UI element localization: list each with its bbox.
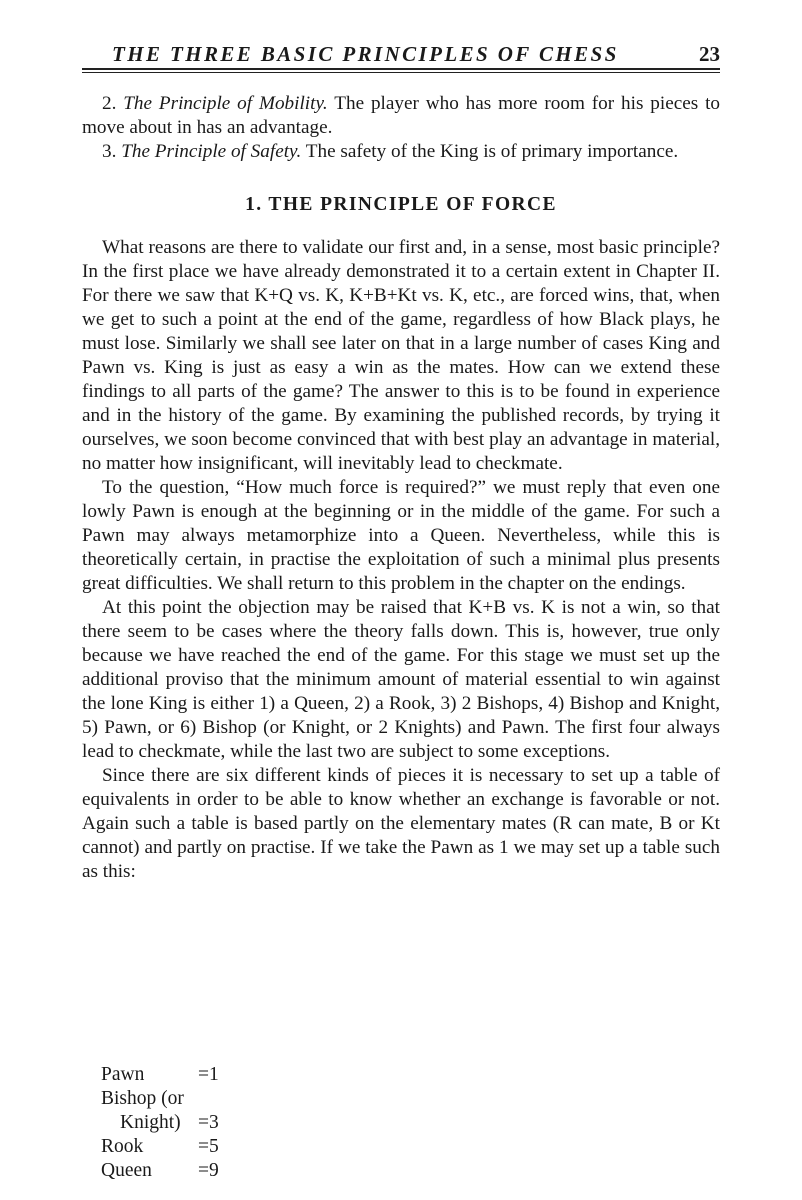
spacer xyxy=(82,164,720,193)
body-paragraph: At this point the objection may be raised that K+B vs. K is not a win, so that there seem to be cases where the theory falls down. This is, however, true only because we have reached the end of the game. For this stage we must set up the additional proviso that the minimum amount of material essential to win against the lone King is either 1) a Queen, 2) a Rook, 3) 2 Bishops, 4) Bishop and Knight, 5) Pawn, or 6) Bishop (or Knight, or 2 Knights) and Pawn. The first four always lead to checkmate, while the last two are subject to some exceptions. xyxy=(82,597,720,762)
header-rule xyxy=(82,68,720,70)
page-body xyxy=(82,92,720,884)
running-title: THE THREE BASIC PRINCIPLES OF CHESS xyxy=(112,42,619,66)
principle-number: 2. xyxy=(102,93,117,114)
piece-value-table xyxy=(101,1063,219,1183)
piece-name: Knight) xyxy=(120,1112,181,1133)
principle-number: 3. xyxy=(102,141,117,162)
principle-item xyxy=(82,140,720,164)
section-heading: 1. THE PRINCIPLE OF FORCE xyxy=(245,194,557,215)
body-paragraph: To the question, “How much force is required?” we must reply that even one lowly Pawn is enough at the beginning or in the middle of the game. For such a Pawn may always metamorphize into a Queen. Nevertheless, while this is theoretically certain, in practise the exploitation of such a minimal plus presents great difficulties. We shall return to this problem in the chapter on the endings. xyxy=(82,477,720,594)
spacer xyxy=(82,217,720,236)
body-paragraph: What reasons are there to validate our first and, in a sense, most basic principle? In the first place we have already demonstrated it to a certain extent in Chapter II. For there we saw that K+Q vs. K, K+B+Kt vs. K, etc., are forced wins, that, when we get to such a point at the end of the game, regardless of how Black plays, he must lose. Similarly we shall see later on that in a large number of cases King and Pawn vs. King is just as easy a win as the mates. How can we extend these findings to all parts of the game? The answer to this is to be found in experience and in the history of the game. By examining the published records, by trying it ourselves, we soon become convinced that with best play an advantage in material, no matter how insignificant, will inevitably lead to checkmate. xyxy=(82,237,720,474)
principle-text: The safety of the King is of primary importance. xyxy=(301,141,679,162)
header-rule-thin xyxy=(82,72,720,73)
page-number: 23 xyxy=(699,42,720,66)
piece-name: Queen xyxy=(101,1160,152,1181)
piece-name: Pawn xyxy=(101,1064,145,1085)
principle-item xyxy=(82,92,720,140)
piece-value: =1 xyxy=(198,1064,219,1085)
body-paragraph: Since there are six different kinds of pieces it is necessary to set up a table of equivalents in order to be able to know whether an exchange is favorable or not. Again such a table is based partly on the elementary mates (R can mate, B or Kt cannot) and partly on practise. If we take the Pawn as 1 we may set up a table such as this: xyxy=(82,765,720,882)
piece-value: =5 xyxy=(198,1136,219,1157)
table-row xyxy=(101,1135,219,1159)
table-row xyxy=(101,1111,219,1135)
table-row xyxy=(101,1159,219,1183)
principle-name: The Principle of Safety. xyxy=(121,141,302,162)
table-row xyxy=(101,1063,219,1087)
running-header xyxy=(82,40,720,74)
piece-name: Rook xyxy=(101,1136,144,1157)
principle-name: The Principle of Mobility. xyxy=(123,93,328,114)
piece-value: =9 xyxy=(198,1160,219,1181)
principle-text: The player who has more room for his pieces to move about in has an advantage. xyxy=(82,93,721,138)
piece-value: =3 xyxy=(198,1112,219,1133)
piece-name: Bishop (or xyxy=(101,1088,184,1109)
table-row xyxy=(101,1087,184,1111)
